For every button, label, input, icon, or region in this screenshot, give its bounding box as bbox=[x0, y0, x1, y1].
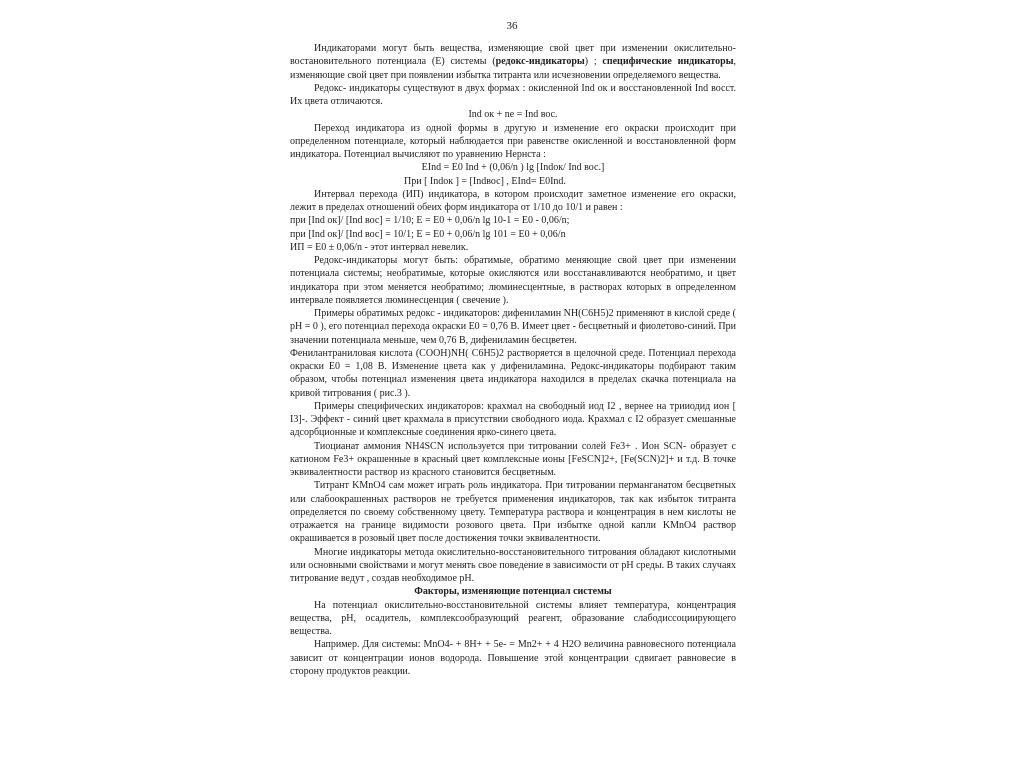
paragraph-thiocyanate: Тиоцианат аммония NH4SCN используется при титровании солей Fe3+ . Ион SCN- образует с катионом Fe3+ окрашенные в красный цвет комплексные ионы [FeSCN]2+, [Fe(SCN)2]+ и т.д. В точке эквивалентности раствор из красного становится бесцветным. bbox=[290, 440, 736, 478]
equation-ind-redox: Ind ок + ne = Ind вос. bbox=[468, 109, 558, 121]
text-run: , изменяющие свой цвет при появлении избытка титранта или исчезновении определяемого вещества. bbox=[290, 56, 737, 81]
paragraph-ph-dependence: Многие индикаторы метода окислительно-восстановительного титрования обладают кислотными или основными свойствами и могут менять свое поведение в зависимости от pH среды. В таких случаях титрование ведут , создав необходимое pH. bbox=[290, 546, 736, 584]
paragraph-starch: Примеры специфических индикаторов: крахмал на свободный иод I2 , вернее на трииодид ион [ I3]-. Эффект - синий цвет крахмала в присутствии свободного иода. Крахмал с I2 образует смешанные адсорбционные и комплексные соединения ярко-синего цвета. bbox=[290, 400, 736, 439]
text-run: Индикаторами могут быть вещества, изменяющие свой цвет при изменении окислительно-востановительного потенциала (E) системы ( bbox=[290, 43, 736, 68]
page-number: 36 bbox=[506, 20, 518, 32]
equation-nernst: EInd = E0 Ind + (0,06/n ) lg [Indок/ Ind вос.] bbox=[421, 162, 605, 174]
paragraph-indicators-intro bbox=[290, 42, 736, 82]
equation-upper-bound: при [Ind ок]/ [Ind вос] = 10/1; E = E0 + 0,06/n lg 101 = E0 + 0,06/n bbox=[290, 228, 566, 240]
paragraph-transition: Переход индикатора из одной формы в другую и изменение его окраски происходит при определенном потенциале, который наблюдается при равенстве окисленной и восстановленной форм индикатора. Потенциал вычисляют по уравнению Нернста : bbox=[290, 122, 736, 160]
paragraph-example-mno4: Например. Для системы: MnO4- + 8H+ + 5e- = Mn2+ + 4 H2O величина равновесного потенциала зависит от концентрации ионов водорода. Повышение этой концентрации сдвигает равновесие в сторону продуктов реакции. bbox=[290, 639, 736, 677]
paragraph-phenylanthranilic: Фенилантраниловая кислота (COOH)NH( C6H5)2 растворяется в щелочной среде. Потенциал перехода окраски E0 = 1,08 В. Изменение цвета как у дифениламина. Редокс-индикаторы подбирают таким образом, чтобы потенциал изменения цвета индикатора находился в пределах скачка потенциала на кривой титрования ( рис.3 ). bbox=[290, 347, 736, 399]
equation-equal-forms: При [ Indок ] = [Indвос] , EInd= E0Ind. bbox=[404, 175, 566, 187]
paragraph-permanganate: Титрант KMnO4 сам может играть роль индикатора. При титровании перманганатом бесцветных или слабоокрашенных растворов не требуется применения индикаторов, так как избыток титранта определяется по своему собственному цвету. Температура раствора и концентрация в нем кислоты не отражается на границе видимости розового цвета. При избытке одной капли KMnO4 раствор окрашивается в розовый цвет после достижения точки эквивалентности. bbox=[290, 480, 736, 545]
paragraph-factors: На потенциал окислительно-восстановительной системы влияет температура, концентрация вещества, pH, осадитель, комплексообразующий реагент, образование слабодиссоциирующего вещества. bbox=[290, 599, 736, 637]
bold-term-redox-indicators: редокс-индикаторы bbox=[495, 56, 585, 68]
text-column bbox=[290, 42, 736, 678]
paragraph-redox-forms: Редокс- индикаторы существуют в двух формах : окисленной Ind ок и восстановленной Ind восст. Их цвета отличаются. bbox=[290, 82, 736, 107]
text-run: ) ; bbox=[584, 56, 603, 68]
paragraph-indicator-types: Редокс-индикаторы могут быть: обратимые, обратимо меняющие свой цвет при изменении потенциала системы; необратимые, которые окисляются или восстанавливаются необратимо, и цвет индикатора при этом меняется необратимо; люминесцентные, в растворах которых в определенном интервале появляется люминесценция ( свечение ). bbox=[290, 255, 736, 306]
section-heading: Факторы, изменяющие потенциал системы bbox=[414, 586, 612, 598]
bold-term-specific-indicators: специфические индикаторы bbox=[602, 56, 734, 68]
paragraph-transition-interval: Интервал перехода (ИП) индикатора, в котором происходит заметное изменение его окраски, лежит в пределах отношений обеих форм индикатора от 1/10 до 10/1 и равен : bbox=[290, 188, 736, 213]
equation-interval: ИП = E0 ± 0,06/n - этот интервал невелик. bbox=[290, 241, 469, 253]
equation-lower-bound: при [Ind ок]/ [Ind вос] = 1/10; E = E0 + 0,06/n lg 10-1 = E0 - 0,06/n; bbox=[290, 215, 570, 227]
paragraph-diphenylamine: Примеры обратимых редокс - индикаторов: дифениламин NH(C6H5)2 применяют в кислой среде ( pH = 0 ), его потенциал перехода окраски E0 = 0,76 В. Имеет цвет - бесцветный и фиолетово-синий. При значении потенциала меньше, чем 0,76 В, дифениламин бесцветен. bbox=[290, 308, 736, 346]
